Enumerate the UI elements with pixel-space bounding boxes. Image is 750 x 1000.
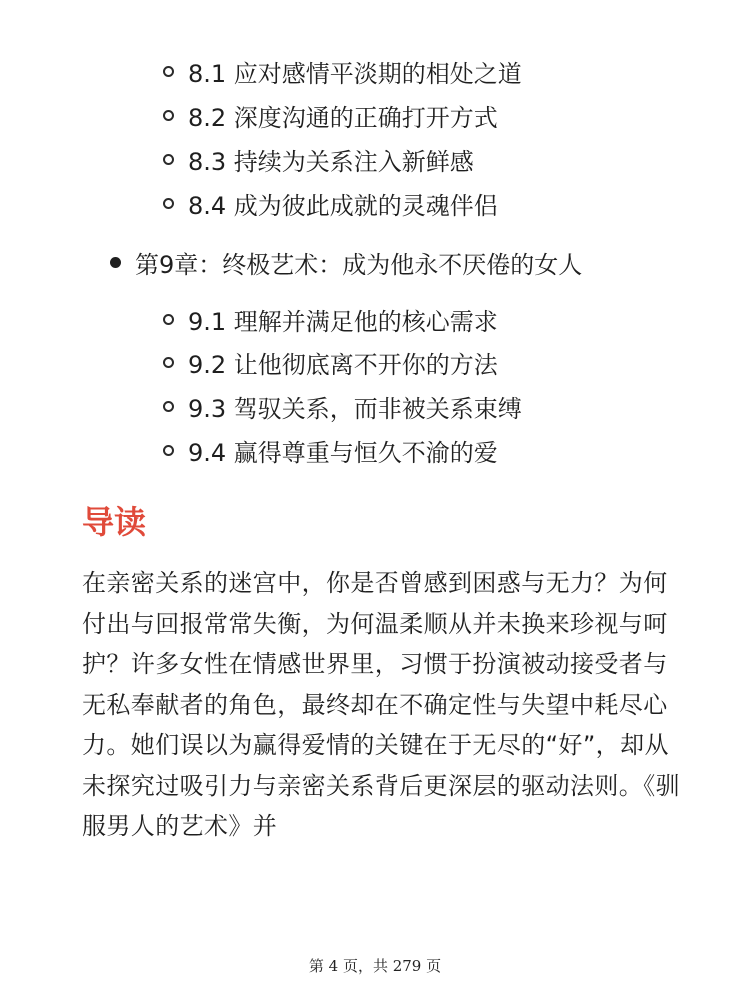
toc-item-label: 9.4 赢得尊重与恒久不渝的爱 (188, 438, 498, 467)
toc-item-9-2[interactable] (163, 342, 498, 382)
toc-item-label: 8.3 持续为关系注入新鲜感 (188, 147, 474, 176)
toc-item-8-3[interactable] (163, 139, 474, 179)
toc-item-label: 8.4 成为彼此成就的灵魂伴侣 (188, 191, 498, 220)
page-number-footer: 第 4 页，共 279 页 (308, 957, 442, 975)
toc-item-label: 8.1 应对感情平淡期的相处之道 (188, 59, 522, 88)
hollow-bullet-icon (163, 110, 174, 121)
toc-item-label: 9.1 理解并满足他的核心需求 (188, 307, 498, 336)
toc-chapter-9[interactable] (110, 240, 582, 284)
hollow-bullet-icon (163, 357, 174, 368)
toc-item-label: 8.2 深度沟通的正确打开方式 (188, 103, 498, 132)
toc-item-8-4[interactable] (163, 183, 498, 223)
section-heading-intro: 导读 (82, 503, 147, 541)
toc-item-9-4[interactable] (163, 430, 498, 470)
toc-item-9-3[interactable] (163, 386, 522, 426)
toc-item-label: 9.2 让他彻底离不开你的方法 (188, 350, 498, 379)
toc-item-label: 9.3 驾驭关系，而非被关系束缚 (188, 394, 522, 423)
hollow-bullet-icon (163, 314, 174, 325)
toc-chapter-label: 第9章：终极艺术：成为他永不厌倦的女人 (135, 250, 583, 279)
toc-item-8-2[interactable] (163, 95, 498, 135)
hollow-bullet-icon (163, 154, 174, 165)
intro-paragraph: 在亲密关系的迷宫中，你是否曾感到困惑与无力？为何付出与回报常常失衡，为何温柔顺从并未换来珍视与呵护？许多女性在情感世界里，习惯于扮演被动接受者与无私奉献者的角色，最终却在不确定性与失望中耗尽心力。她们误以为赢得爱情的关键在于无尽的“好”，却从未探究过吸引力与亲密关系背后更深层的驱动法则。《驯服男人的艺术》并 (82, 569, 680, 840)
hollow-bullet-icon (163, 198, 174, 209)
filled-bullet-icon (110, 257, 121, 268)
toc-item-9-1[interactable] (163, 299, 498, 339)
toc-item-8-1[interactable] (163, 51, 522, 91)
hollow-bullet-icon (163, 401, 174, 412)
hollow-bullet-icon (163, 445, 174, 456)
hollow-bullet-icon (163, 66, 174, 77)
